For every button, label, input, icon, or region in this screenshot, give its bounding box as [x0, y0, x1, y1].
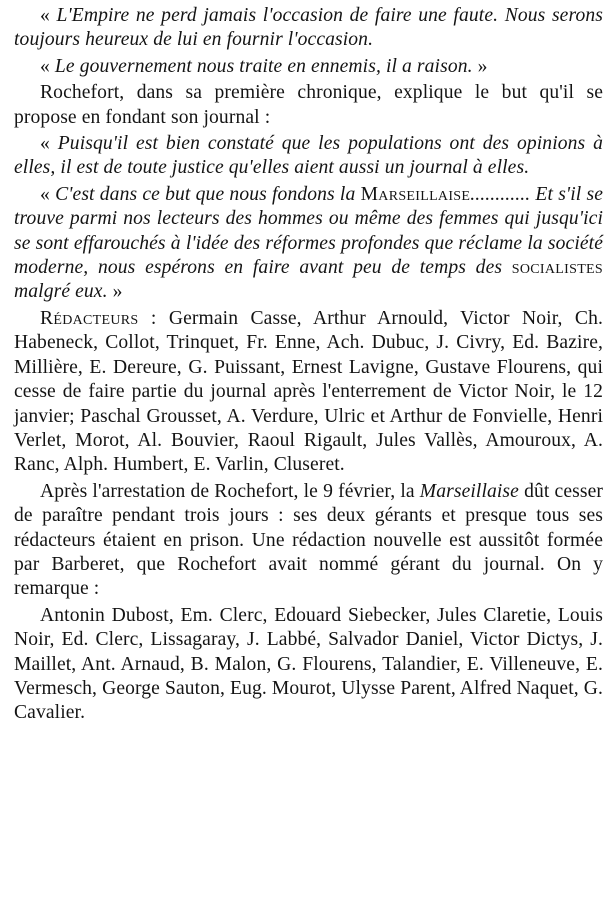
- quote-text-middle: ............ Et s'il se trouve parmi nos lecteurs des hommes ou même des femmes qui jusqu'ici se sont effarouchés à l'idée des réformes profondes que réclame la société moderne, nous espérons en faire avant peu de temps des: [14, 183, 603, 279]
- arrest-text-after: dût cesser de paraître pendant trois jours : ses deux gérants et presque tous ses rédacteurs étaient en prison. Une rédaction nouvelle est aussitôt formée par Barberet, que Rochefort avait nommé gérant du journal. On y remarque :: [14, 480, 603, 600]
- redacteurs-label: Rédacteurs: [40, 307, 139, 329]
- quote-text-before: C'est dans ce but que nous fondons la: [55, 183, 361, 205]
- socialistes-word: socialistes: [511, 257, 603, 279]
- quote-close-mark: »: [107, 281, 123, 303]
- quote-close-mark: »: [472, 55, 488, 77]
- quote-empire: [14, 4, 603, 53]
- quote-populations: [14, 132, 603, 181]
- arrest-text-before: Après l'arrestation de Rochefort, le 9 février, la: [40, 480, 420, 502]
- quote-gouvernement: [14, 55, 603, 79]
- journal-name-italic: Marseillaise: [419, 480, 519, 502]
- quote-open-mark: «: [40, 5, 57, 26]
- redacteurs-paragraph: [14, 307, 603, 478]
- redacteurs-list: : Germain Casse, Arthur Arnould, Victor Noir, Ch. Habeneck, Collot, Trinquet, Fr. Enne, Ach. Dubuc, J. Civry, Ed. Bazire, Millière, E. Dereure, G. Puissant, Ernest Lavigne, Gustave Flourens, qui cesse de faire partie du journal après l'enterrement de Victor Noir, le 12 janvier; Paschal Grousset, A. Verdure, Ulric et Arthur de Fonvielle, Henri Verlet, Morot, Al. Bouvier, Raoul Rigault, Jules Vallès, Amouroux, A. Ranc, Alph. Humbert, E. Varlin, Cluseret.: [14, 307, 603, 476]
- quote-text: Puisqu'il est bien constaté que les populations ont des opinions à elles, il est de toute justice qu'elles aient aussi un journal à elles.: [14, 133, 603, 179]
- quote-text-after: malgré eux.: [14, 281, 108, 303]
- intro-paragraph: Rochefort, dans sa première chronique, explique le but qu'il se propose en fondant son journal :: [14, 82, 603, 128]
- arrest-paragraph: [14, 480, 603, 602]
- quote-text: L'Empire ne perd jamais l'occasion de faire une faute. Nous serons toujours heureux de lui en fournir l'occasion.: [14, 5, 603, 51]
- quote-marseillaise: [14, 183, 603, 305]
- journal-name: Marseillaise: [360, 183, 471, 205]
- quote-text: Le gouvernement nous traite en ennemis, il a raison.: [54, 55, 473, 77]
- names-paragraph: Antonin Dubost, Em. Clerc, Edouard Siebecker, Jules Claretie, Louis Noir, Ed. Clerc, Lissagaray, J. Labbé, Salvador Daniel, Victor Dictys, J. Maillet, Ant. Arnaud, B. Malon, G. Flourens, Talandier, E. Villeneuve, E. Vermesch, George Sauton, Eug. Mourot, Ulysse Parent, Alfred Naquet, G. Cavalier.: [14, 604, 603, 724]
- quote-open-mark: «: [40, 183, 56, 205]
- quote-open-mark: «: [40, 133, 58, 155]
- quote-open-mark: «: [40, 55, 55, 77]
